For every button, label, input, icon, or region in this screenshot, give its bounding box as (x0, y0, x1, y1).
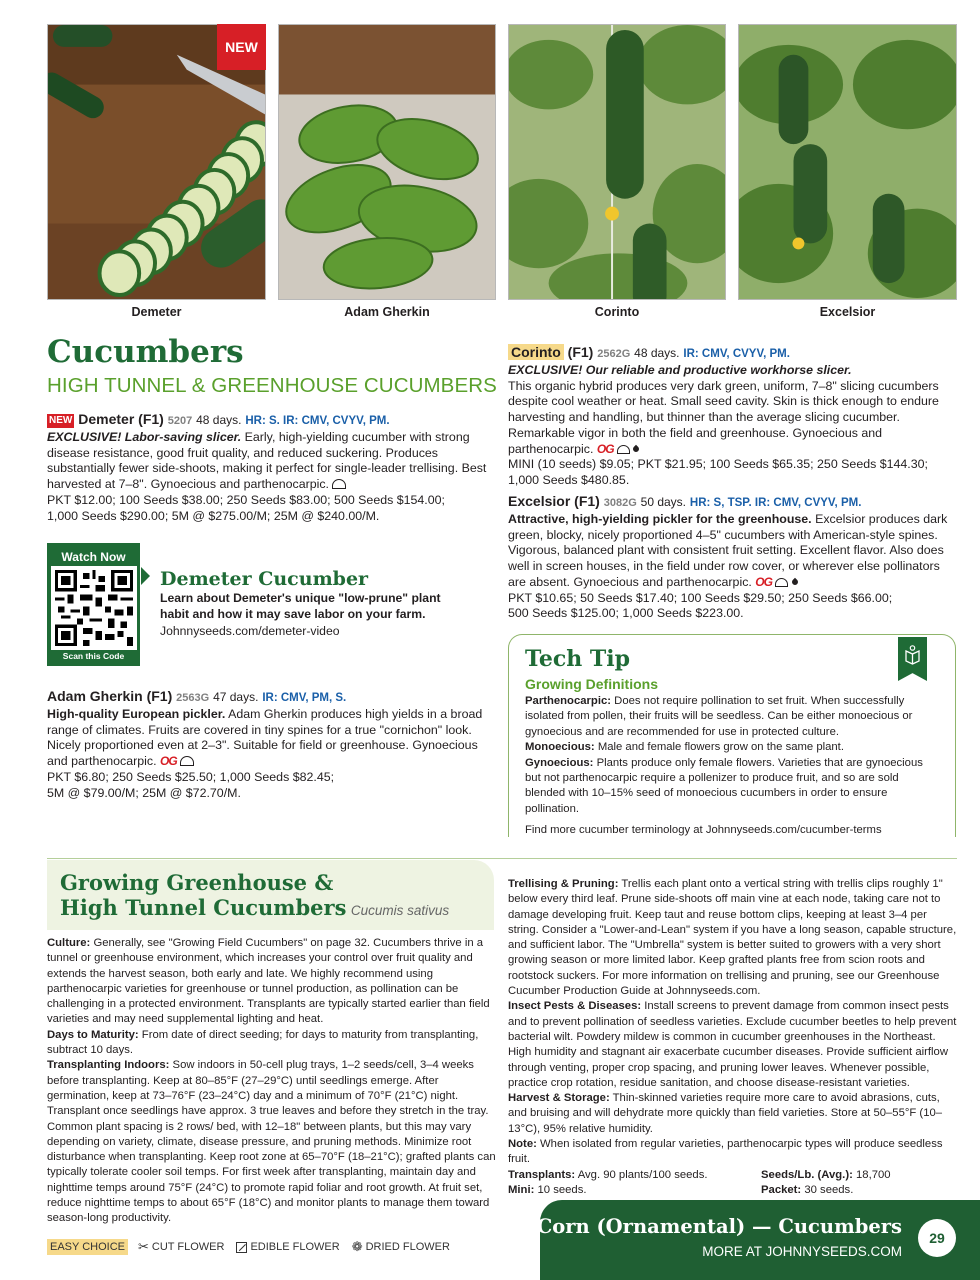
section-divider (47, 858, 957, 859)
disease-resistance: HR: S, TSP. IR: CMV, CVYV, PM. (689, 497, 862, 509)
growing-title-line1: Growing Greenhouse & (60, 870, 334, 895)
product-description: This organic hybrid produces very dark green, uniform, 7–8" slicing cucumbers despite cool weather or heat. Small seed cavity. Skin is thick enough to endure harvesting and handling, but thinner than the average slicing cucumber. Remarkable vigor in both the field and greenhouse. Gynoecious and parthenocarpic. (508, 378, 939, 456)
legend-cut-flower: CUT FLOWER (151, 1241, 225, 1253)
stat-packet: Packet: 30 seeds. (761, 1183, 854, 1196)
section-subtitle: HIGH TUNNEL & GREENHOUSE CUCUMBERS (47, 374, 497, 397)
video-title: Demeter Cucumber (160, 568, 369, 590)
caption-demeter: Demeter (131, 305, 182, 319)
product-name: Excelsior (F1) (508, 493, 600, 509)
product-name: Corinto (508, 344, 564, 360)
product-corinto (508, 343, 960, 489)
caption-adam-gherkin: Adam Gherkin (344, 305, 430, 319)
product-adam-gherkin (47, 687, 489, 801)
growing-culture: Culture: Generally, see "Growing Field Cucumbers" on page 32. Cucumbers thrive in a tunnel or greenhouse environment, which increases your control over fruit quality and extends the harvest season, both early and late. We highly recommend using parthenocarpic varieties for greenhouse or tunnel production, as pollination can be challenging in a protected environment. Transplants are typically started earlier than field varieties and may need supplemental lighting and heat. (47, 937, 490, 1026)
tech-tip-subtitle: Growing Definitions (525, 676, 658, 692)
photo-adam-gherkin (278, 24, 496, 300)
product-f1: (F1) (567, 344, 594, 360)
video-url[interactable]: Johnnyseeds.com/demeter-video (160, 624, 340, 638)
watch-now-label: Watch Now (61, 550, 126, 564)
tech-tip-definitions (525, 694, 941, 839)
page-number: 29 (918, 1219, 956, 1257)
stat-transplants: Transplants: Avg. 90 plants/100 seeds. (508, 1168, 708, 1181)
days-to-maturity: 50 days. (640, 495, 687, 509)
new-badge: NEW (217, 24, 266, 70)
tech-tip-title: Tech Tip (525, 646, 631, 672)
qr-code (51, 566, 137, 650)
section-title: Cucumbers (47, 334, 244, 370)
disease-resistance: HR: S. IR: CMV, CVYV, PM. (245, 415, 390, 427)
days-to-maturity: 48 days. (634, 346, 680, 360)
scan-code-label: Scan this Code (62, 651, 125, 661)
growing-days-to-maturity: Days to Maturity: From date of direct seeding; for days to maturity from transplanting, subtract 10 days. (47, 1028, 479, 1057)
caption-corinto: Corinto (594, 305, 640, 319)
organic-icon: OG (755, 574, 772, 589)
stat-seeds-per-lb: Seeds/Lb. (Avg.): 18,700 (761, 1168, 891, 1181)
book-icon (898, 637, 927, 681)
price-line: 500 Seeds $125.00; 1,000 Seeds $223.00. (508, 606, 744, 621)
price-line: PKT $10.65; 50 Seeds $17.40; 100 Seeds $29.50; 250 Seeds $66.00; (508, 590, 893, 605)
product-code: 2562G (597, 348, 631, 360)
arrow-icon (141, 567, 150, 585)
price-line: 1,000 Seeds $480.85. (508, 472, 630, 487)
product-code: 3082G (603, 497, 637, 509)
price-line: PKT $12.00; 100 Seeds $38.00; 250 Seeds $83.00; 500 Seeds $154.00; (47, 492, 445, 507)
footer-banner (536, 1200, 980, 1280)
legend (47, 1239, 450, 1255)
price-line: PKT $6.80; 250 Seeds $25.50; 1,000 Seeds $82.45; (47, 769, 335, 784)
tech-tip-box (508, 634, 956, 837)
product-code: 2563G (176, 692, 210, 704)
product-lead: Attractive, high-yielding pickler for the greenhouse. (508, 512, 812, 526)
photo-corinto (508, 24, 726, 300)
product-excelsior (508, 492, 960, 622)
footer-more-link[interactable]: MORE AT JOHNNYSEEDS.COM (702, 1244, 902, 1259)
water-drop-icon (791, 578, 799, 586)
tech-tip-more-link[interactable]: Find more cucumber terminology at Johnnyseeds.com/cucumber-terms (525, 824, 882, 837)
product-description: Early, high-yielding cucumber with strong disease resistance, good fruit quality, and reduced suckering. Produces substantially fewer side-shoots, making it perfect for single-leader trellising. Best harvested at 7–8". Gynoecious and parthenocarpic. (47, 430, 487, 492)
caption-excelsior: Excelsior (819, 305, 876, 319)
organic-icon: OG (596, 441, 614, 456)
growing-note: Note: When isolated from regular varieties, parthenocarpic types will produce seedless fruit. (508, 1138, 943, 1166)
growing-transplanting: Transplanting Indoors: Sow indoors in 50-cell plug trays, 1–2 seeds/cell, 3–4 weeks before transplanting. Keep at 80–85°F (27–29°C) until seedlings emerge. After germination, keep at 73–76°F (23–24°C) day and a minimum of 70°F (21°C) night. Transplant once seedlings have approx. 3 true leaves and before they stretch in the tray. Common plant spacing is 2 rows/ bed, with 12–18" between plants, but this may vary depending on variety, climate, disease pressure, and pruning methods. Minimize root disturbance when transplanting. Keep root zone at 65–70°F (18–21°C); grafted plants can typically tolerate cooler soil temps. For first week after transplanting, maintain day and nighttime temps around 75°F (24°C) to promote rapid foliar and root growth. At fruit set, reduce nighttime temps to about 65°F (18°C) and monitor plants to manage them toward season-long productivity. (47, 1059, 496, 1225)
days-to-maturity: 48 days. (196, 413, 242, 427)
growing-harvest-storage: Harvest & Storage: Thin-skinned varieties require more care to avoid abrasions, cuts, and bruising and will dehydrate more quickly than field varieties. Store at 50–55°F (10–13°C), 95% relative humidity. (508, 1092, 943, 1135)
product-lead: EXCLUSIVE! Labor-saving slicer. (47, 430, 242, 444)
product-name: Demeter (F1) (78, 411, 164, 427)
price-line: 1,000 Seeds $290.00; 5M @ $275.00/M; 25M @ $240.00/M. (47, 508, 380, 523)
product-demeter (47, 410, 489, 524)
growing-title-line2: High Tunnel Cucumbers (60, 895, 347, 920)
product-lead: EXCLUSIVE! Our reliable and productive workhorse slicer. (508, 363, 852, 377)
growing-right-column (508, 877, 958, 1198)
growing-pests-diseases: Insect Pests & Diseases: Install screens to prevent damage from common insect pests and to prevent pollination of seedless varieties. Exclude cucumber beetles to help prevent bacterial wilt. Powdery mildew is common in cucumber greenhouses in the Northeast. High humidity and stagnant air exacerbate cucumber diseases. Provide sufficient airflow through venting, proper crop spacing, and pruning lower leaves. Whenever possible, practice crop rotation, residue sanitation, and choose disease-resistant varieties. (508, 1000, 957, 1089)
growing-left-column (47, 936, 497, 1227)
greenhouse-icon (180, 756, 194, 766)
price-line: 5M @ $79.00/M; 25M @ $72.70/M. (47, 785, 241, 800)
stat-mini: Mini: 10 seeds. (508, 1183, 587, 1196)
product-lead: High-quality European pickler. (47, 707, 226, 721)
water-drop-icon (632, 444, 640, 452)
product-description: Adam Gherkin produces high yields in a broad range of climates. Fruits are covered in tiny spines for a true "cornichon" look. Nicely proportioned even at 2–3". Suitable for field or greenhouse. Gynoecious and parthenocarpic. (47, 707, 483, 769)
definition-parthenocarpic: Parthenocarpic: Does not require pollination to set fruit. When successfully isolated from pollen, their fruits will be seedless. Can be either monoecious or gynoecious and are recommended for use in protected culture. (525, 695, 913, 738)
dried-flower-icon: ❁ (351, 1239, 363, 1254)
greenhouse-icon (617, 445, 630, 454)
product-code: 5207 (167, 415, 193, 427)
product-name: Adam Gherkin (F1) (47, 688, 173, 704)
price-line: MINI (10 seeds) $9.05; PKT $21.95; 100 Seeds $65.35; 250 Seeds $144.30; (508, 457, 928, 472)
photo-excelsior (738, 24, 957, 300)
legend-edible-flower: EDIBLE FLOWER (250, 1241, 340, 1253)
disease-resistance: IR: CMV, CVYV, PM. (683, 348, 790, 360)
legend-easy-choice: EASY CHOICE (47, 1239, 128, 1255)
product-description: Excelsior produces dark green, blocky, nicely proportioned 4–5" cucumbers with American-style spines. Vigorous, balanced plant with consistent fruit setting. Excellent flavor. Also does well in screen houses, in the field under row cover, or wherever else pollinators are absent. Gynoecious and parthenocarpic. (508, 512, 948, 589)
days-to-maturity: 47 days. (213, 690, 259, 704)
definition-gynoecious: Gynoecious: Plants produce only female flowers. Varieties that are gynoecious but not parthenocarpic require a pollenizer to produce fruit, and so are sold blended with 10–15% seed of monoecious cucumbers in order to ensure pollination. (525, 756, 923, 815)
definition-monoecious: Monoecious: Male and female flowers grow on the same plant. (525, 741, 844, 754)
video-info (160, 567, 470, 640)
disease-resistance: IR: CMV, PM, S. (262, 692, 347, 704)
greenhouse-icon (775, 578, 788, 587)
organic-icon: OG (159, 754, 177, 769)
legend-dried-flower: DRIED FLOWER (365, 1241, 450, 1253)
growing-trellising: Trellising & Pruning: Trellis each plant onto a vertical string with trellis clips roughly 1" below every third leaf. Prune side-shoots off main vine at each node, taking care not to damage developing fruit. Keep taut and reuse bottom clips, keeping at least 3–4 per string. Consider a "Lower-and-Lean" system if you have a long season, capable structure, and sufficient labor. The "Umbrella" system is better suited to growers with a very short growing season or more limited labor. Keep grafted plants free from scion roots and rootstock suckers. For more information on trellising and pruning, see our Greenhouse Cucumber Production Guide at Johnnyseeds.com. (508, 878, 957, 998)
edible-flower-icon (236, 1242, 247, 1253)
footer-title: Corn (Ornamental) — Cucumbers (536, 1215, 902, 1238)
video-description: Learn about Demeter's unique "low-prune" plant habit and how it may save labor on your farm. (160, 591, 441, 621)
latin-name: Cucumis sativus (350, 903, 450, 918)
growing-header (47, 860, 494, 930)
scissors-icon: ✂ (138, 1239, 149, 1254)
new-badge-inline: NEW (49, 415, 73, 426)
greenhouse-icon (332, 479, 346, 489)
video-qr-block[interactable] (47, 543, 140, 666)
